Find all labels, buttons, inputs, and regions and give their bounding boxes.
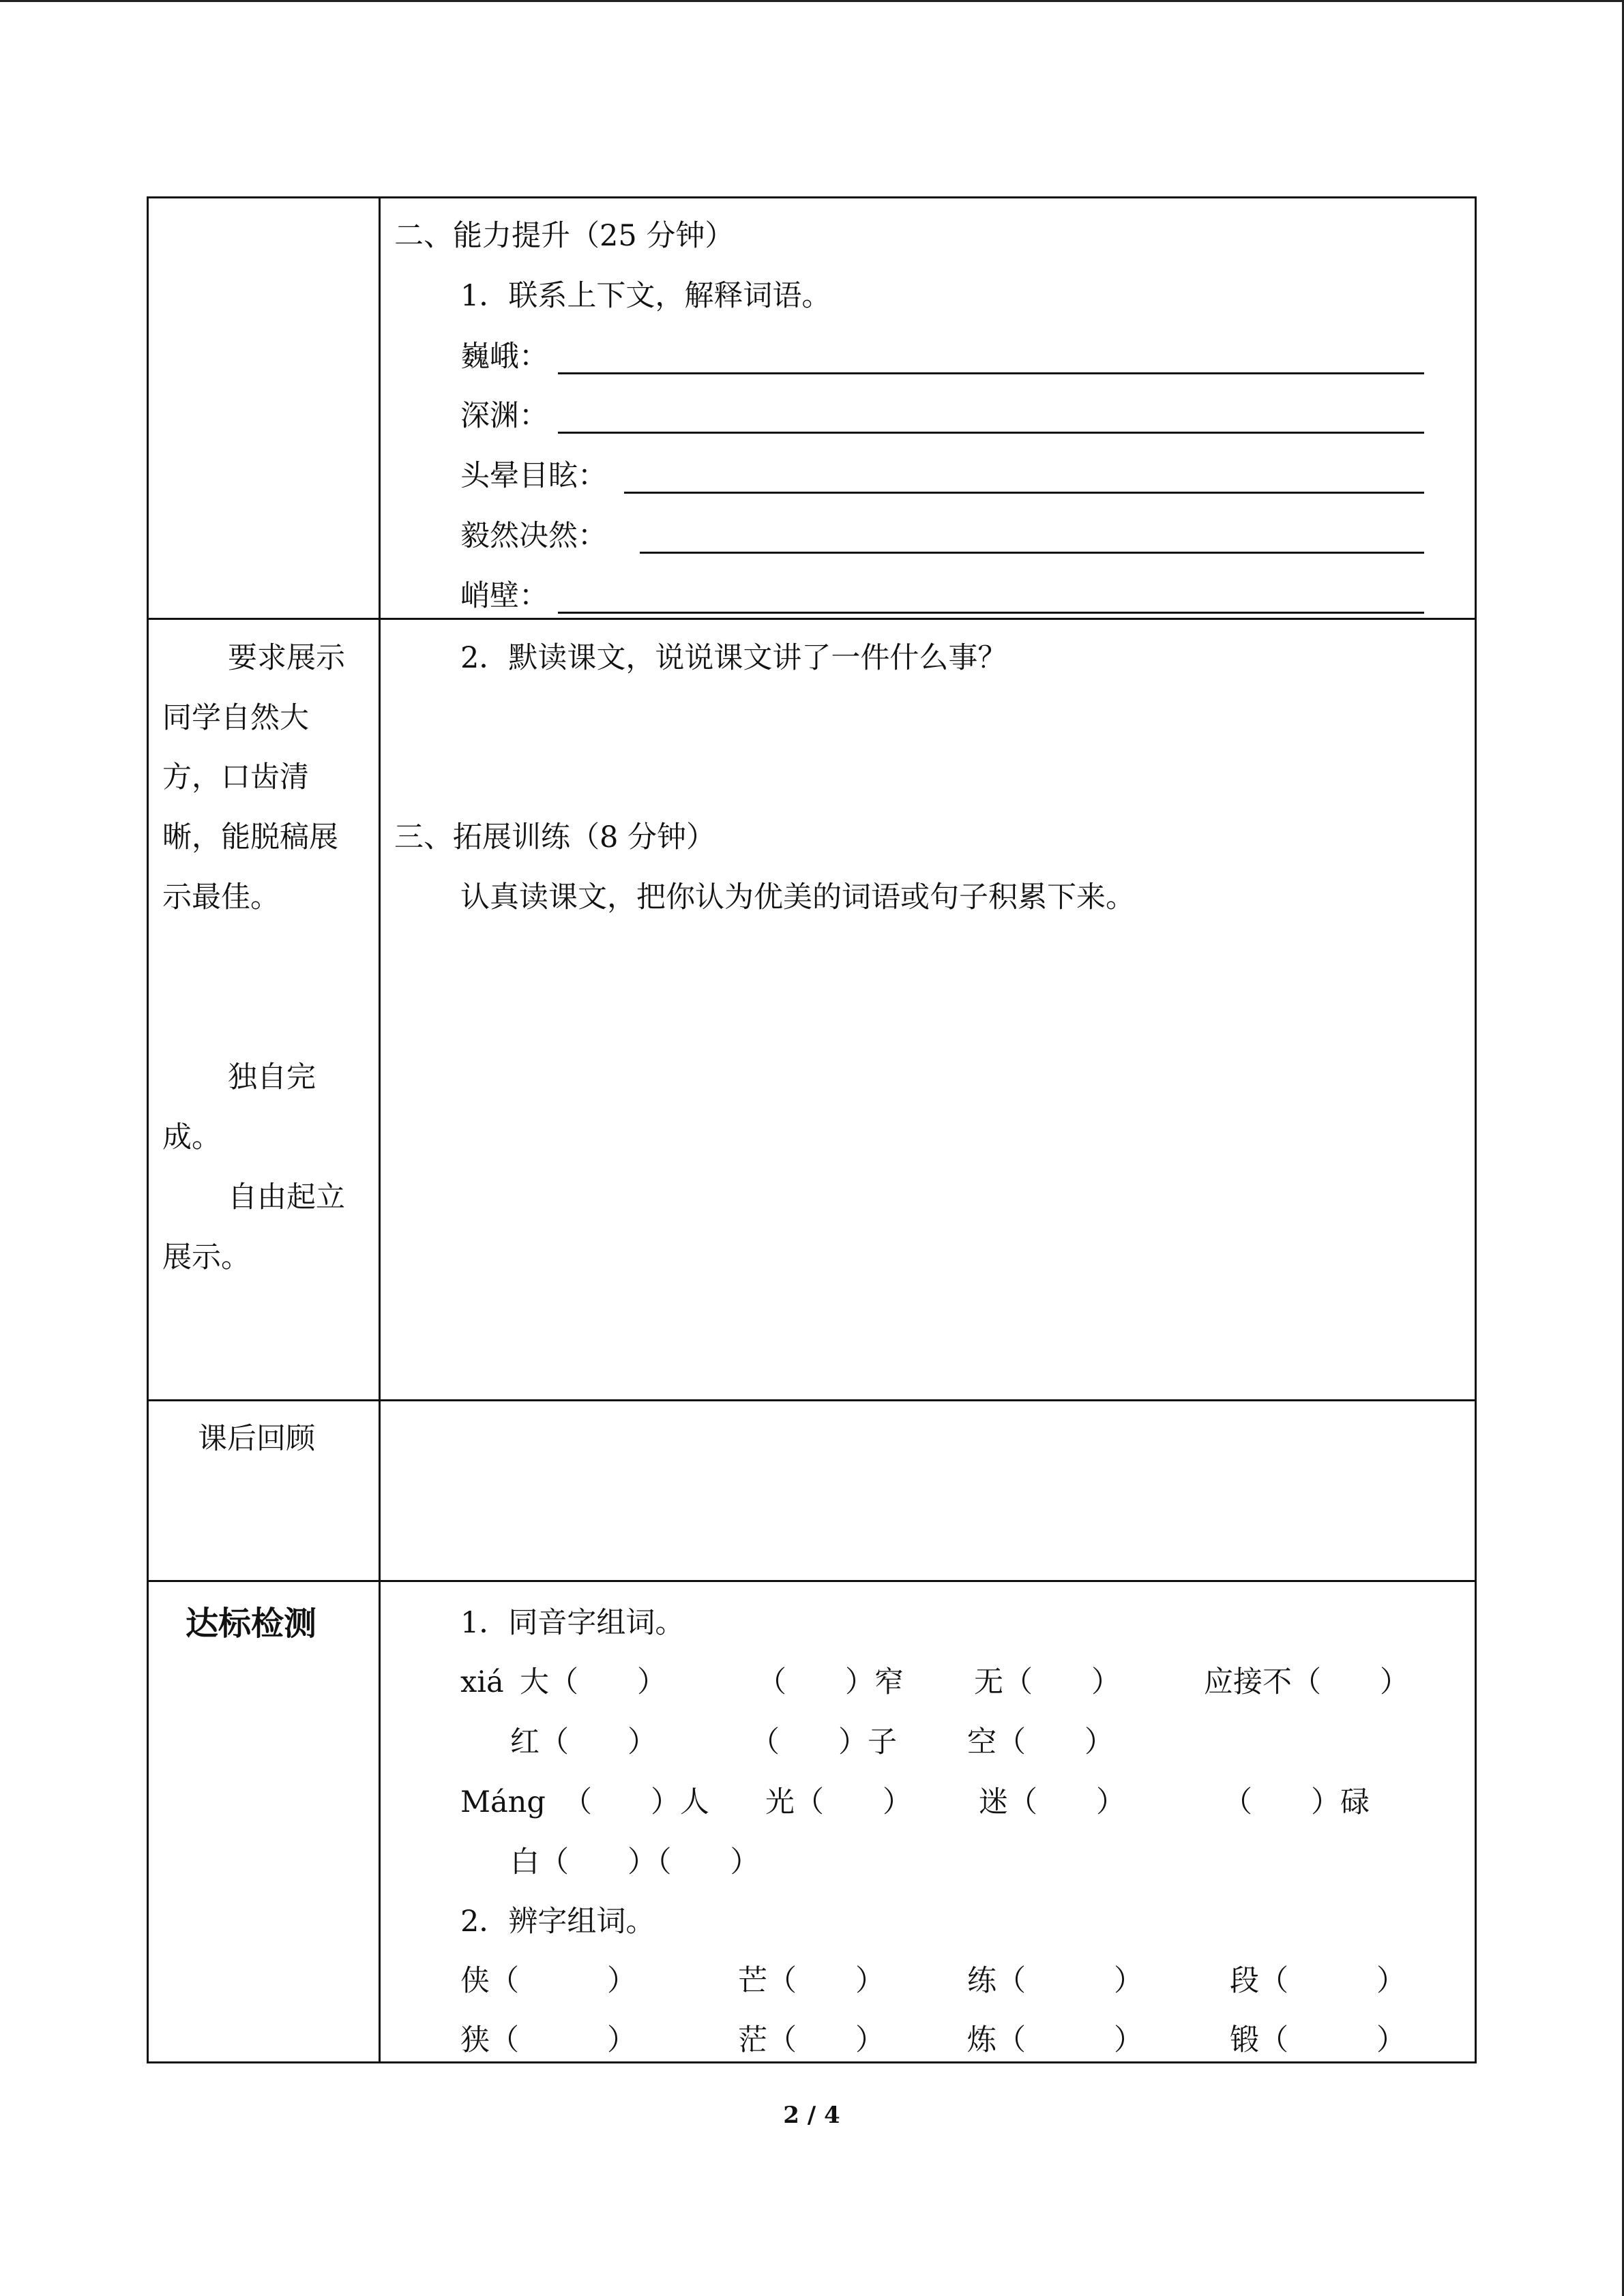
blank-item: （ ）窄 — [757, 1665, 904, 1699]
word-label: 巍峨： — [460, 340, 548, 374]
test-label: 达标检测 — [186, 1605, 317, 1643]
blank-item: 大（ ） — [520, 1665, 666, 1699]
table-line-top — [147, 196, 1477, 198]
table-line-left — [147, 196, 149, 2063]
blank-item: 芒（ ） — [738, 1964, 885, 1998]
blank-item: 侠（ ） — [460, 1964, 636, 1998]
blank-item: （ ）碌 — [1223, 1785, 1370, 1819]
page-number: 2 / 4 — [783, 2102, 840, 2129]
note-independent-line: 成。 — [162, 1120, 221, 1154]
blank-item: 红（ ） — [510, 1725, 657, 1759]
top-border — [0, 0, 1624, 2]
answer-blank-line — [624, 492, 1424, 494]
note-free-line: 展示。 — [162, 1240, 250, 1274]
answer-blank-line — [558, 372, 1424, 374]
section3-instruction: 认真读课文，把你认为优美的词语或句子积累下来。 — [460, 880, 1135, 914]
section2-heading: 二、能力提升（25 分钟） — [394, 219, 735, 253]
pinyin-xia: xiá — [460, 1665, 504, 1699]
note-free-line: 自由起立 — [228, 1180, 345, 1214]
word-label: 峭壁： — [460, 579, 548, 613]
blank-item: 应接不（ ） — [1204, 1665, 1409, 1699]
blank-item: 段（ ） — [1230, 1964, 1406, 1998]
section3-heading: 三、拓展训练（8 分钟） — [394, 820, 716, 854]
table-line-right — [1475, 196, 1477, 2063]
answer-blank-line — [640, 552, 1424, 554]
word-label: 头晕目眩： — [460, 459, 607, 493]
test-question-2: 2．辨字组词。 — [460, 1905, 655, 1939]
blank-item: 茫（ ） — [738, 2023, 885, 2057]
note-display-line: 示最佳。 — [162, 880, 280, 914]
note-display-line: 方，口齿清 — [162, 760, 309, 794]
question-2-summary: 2．默读课文，说说课文讲了一件什么事？ — [460, 641, 1007, 675]
answer-blank-line — [558, 612, 1424, 614]
blank-item: 迷（ ） — [979, 1785, 1125, 1819]
table-line-mid — [379, 196, 381, 2063]
review-label: 课后回顾 — [198, 1422, 315, 1456]
blank-item: 空（ ） — [967, 1725, 1114, 1759]
word-label: 毅然决然： — [460, 519, 607, 553]
test-question-1: 1．同音字组词。 — [460, 1606, 685, 1640]
blank-item: 狭（ ） — [460, 2023, 636, 2057]
note-display-line: 同学自然大 — [162, 701, 309, 735]
blank-item: 练（ ） — [967, 1964, 1143, 1998]
blank-item: 炼（ ） — [967, 2023, 1143, 2057]
blank-item: 光（ ） — [765, 1785, 912, 1819]
table-line-row1 — [147, 618, 1477, 620]
pinyin-mang: Máng — [460, 1785, 546, 1819]
blank-item: 无（ ） — [974, 1665, 1121, 1699]
answer-blank-line — [558, 432, 1424, 434]
table-line-row3 — [147, 1580, 1477, 1582]
blank-item: 锻（ ） — [1230, 2023, 1406, 2057]
note-display-line: 晰，能脱稿展 — [162, 820, 338, 854]
note-display-line: 要求展示 — [228, 641, 345, 675]
table-line-bottom — [147, 2061, 1477, 2063]
question-1-explain-words: 1．联系上下文，解释词语。 — [460, 279, 831, 313]
table-line-row2 — [147, 1399, 1477, 1401]
blank-item: 白（ ）（ ） — [510, 1845, 760, 1879]
blank-item: （ ）子 — [750, 1725, 897, 1759]
note-independent-line: 独自完 — [228, 1060, 316, 1094]
word-label: 深渊： — [460, 399, 548, 433]
blank-item: （ ）人 — [563, 1785, 709, 1819]
